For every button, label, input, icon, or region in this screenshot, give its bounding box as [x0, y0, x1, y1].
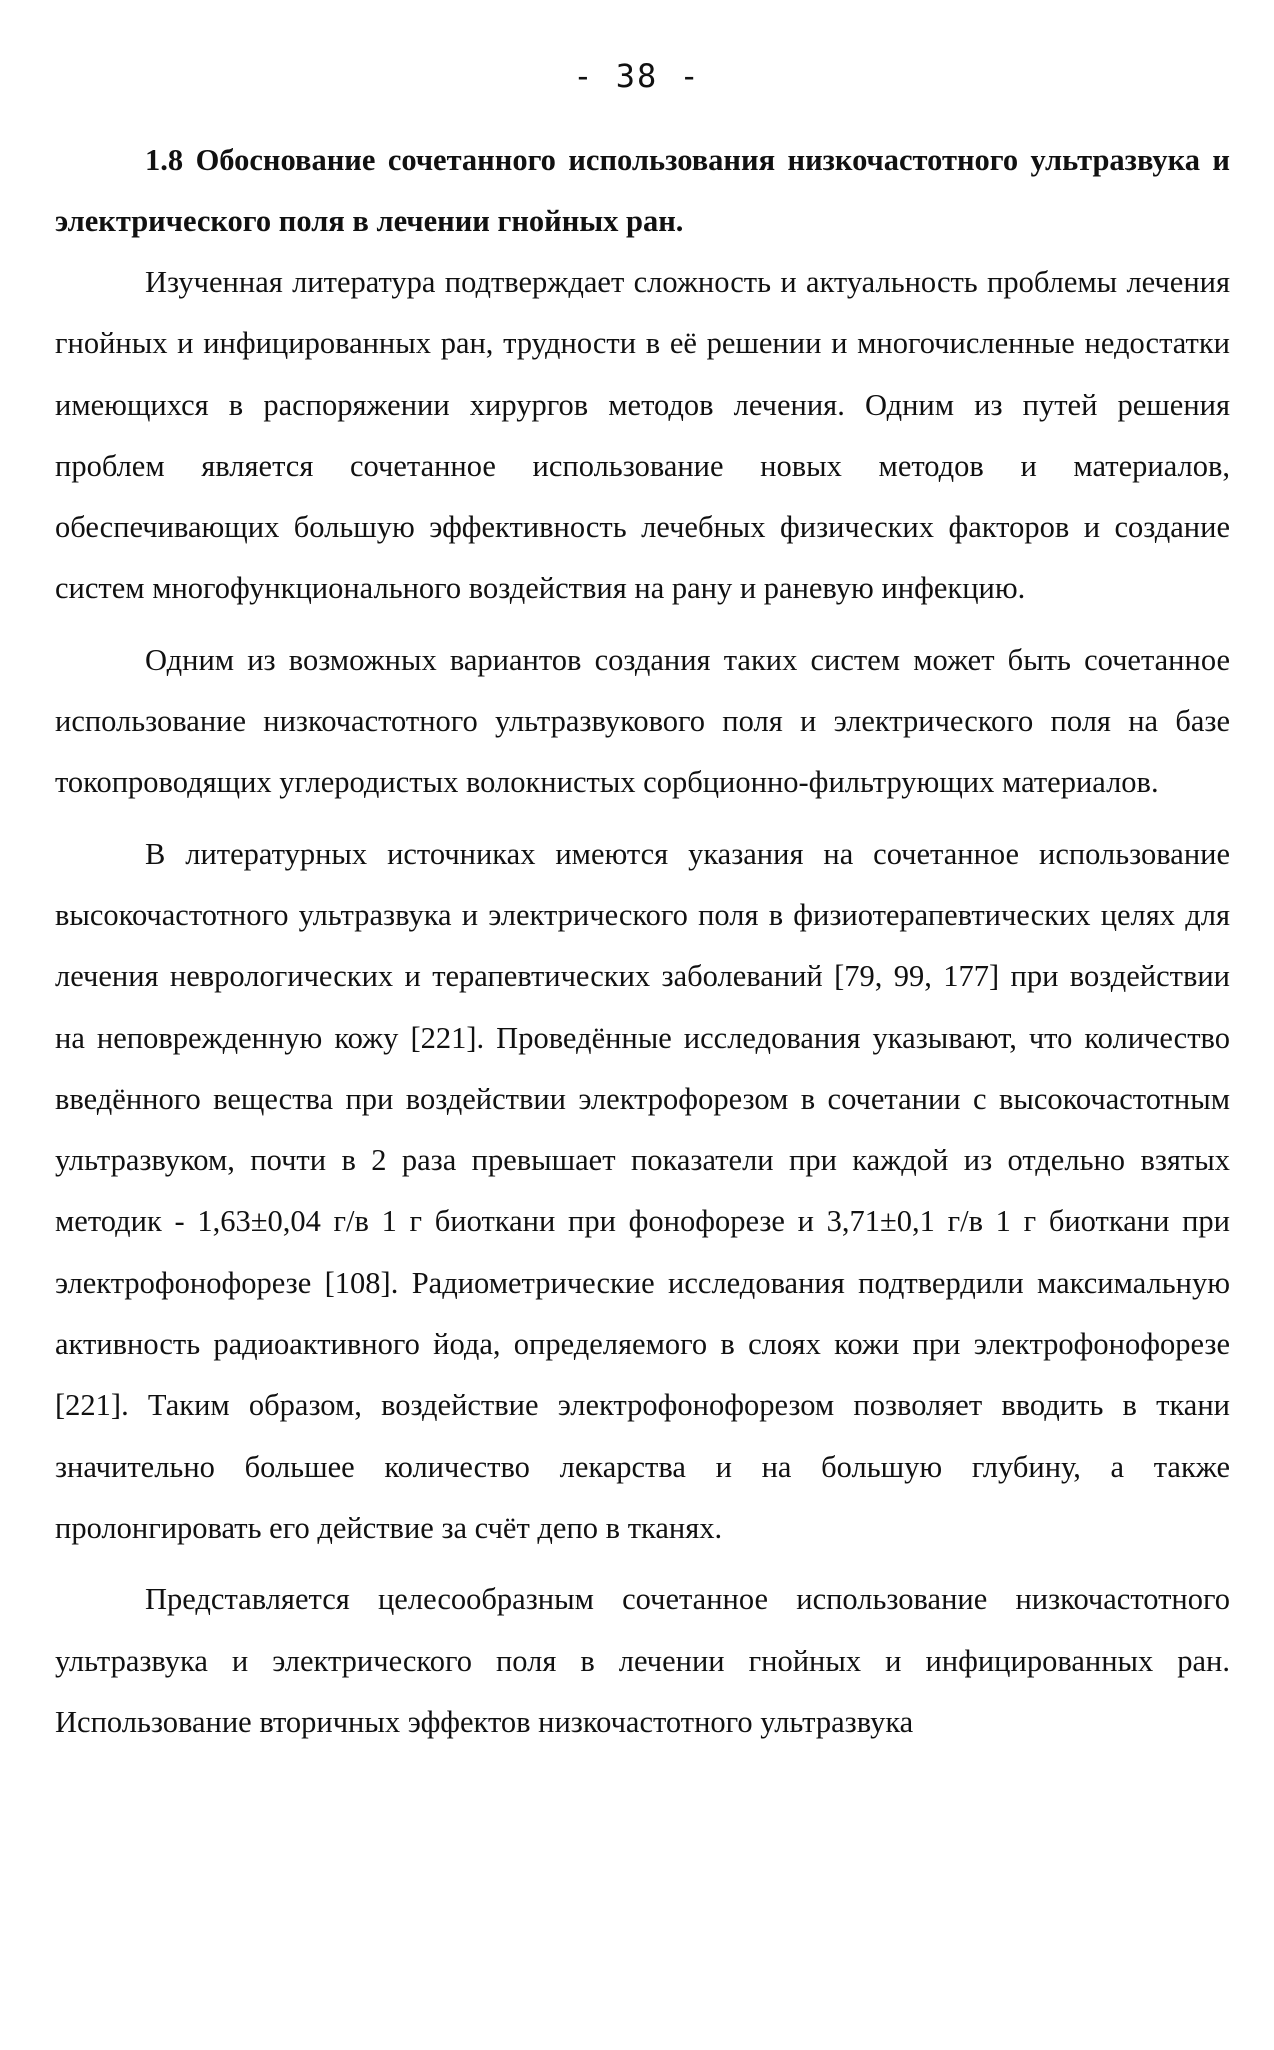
page-content — [55, 130, 1230, 1753]
paragraph-2: Одним из возможных вариантов создания таких систем может быть сочетанное использование низкочастотного ультразвукового поля и электрического поля на базе токопроводящих углеродистых волокнистых сорбционно-фильтрующих материалов. — [55, 642, 1230, 800]
paragraph-1: Изученная литература подтверждает сложность и актуальность проблемы лечения гнойных и инфицированных ран, трудности в её решении и многочисленные недостатки имеющихся в распоряжении хирургов методов лечения. Одним из путей решения проблем является сочетанное использование новых методов и материалов, обеспечивающих большую эффективность лечебных физических факторов и создание систем многофункционального воздействия на рану и раневую инфекцию. — [55, 265, 1230, 606]
page-number: - 38 - — [573, 57, 701, 95]
paragraph-4: Представляется целесообразным сочетанное использование низкочастотного ультразвука и электрического поля в лечении гнойных и инфицированных ран. Использование вторичных эффектов низкочастотного ультразвука — [55, 1582, 1230, 1739]
section-heading: 1.8 Обоснование сочетанного использования низкочастотного ультразвука и электрического поля в лечении гнойных ран. — [55, 143, 1230, 238]
paragraph-3: В литературных источниках имеются указания на сочетанное использование высокочастотного ультразвука и электрического поля в физиотерапевтических целях для лечения неврологических и терапевтических заболеваний [79, 99, 177] при воздействии на неповрежденную кожу [221]. Проведённые исследования указывают, что количество введённого вещества при воздействии электрофорезом в сочетании с высокочастотным ультразвуком, почти в 2 раза превышает показатели при каждой из отдельно взятых методик - 1,63±0,04 г/в 1 г биоткани при фонофорезе и 3,71±0,1 г/в 1 г биоткани при электрофонофорезе [108]. Радиометрические исследования подтвердили максимальную активность радиоактивного йода, определяемого в слоях кожи при электрофонофорезе [221]. Таким образом, воздействие электрофонофорезом позволяет вводить в ткани значительно большее количество лекарства и на большую глубину, а также пролонгировать его действие за счёт депо в тканях. — [55, 836, 1230, 1545]
